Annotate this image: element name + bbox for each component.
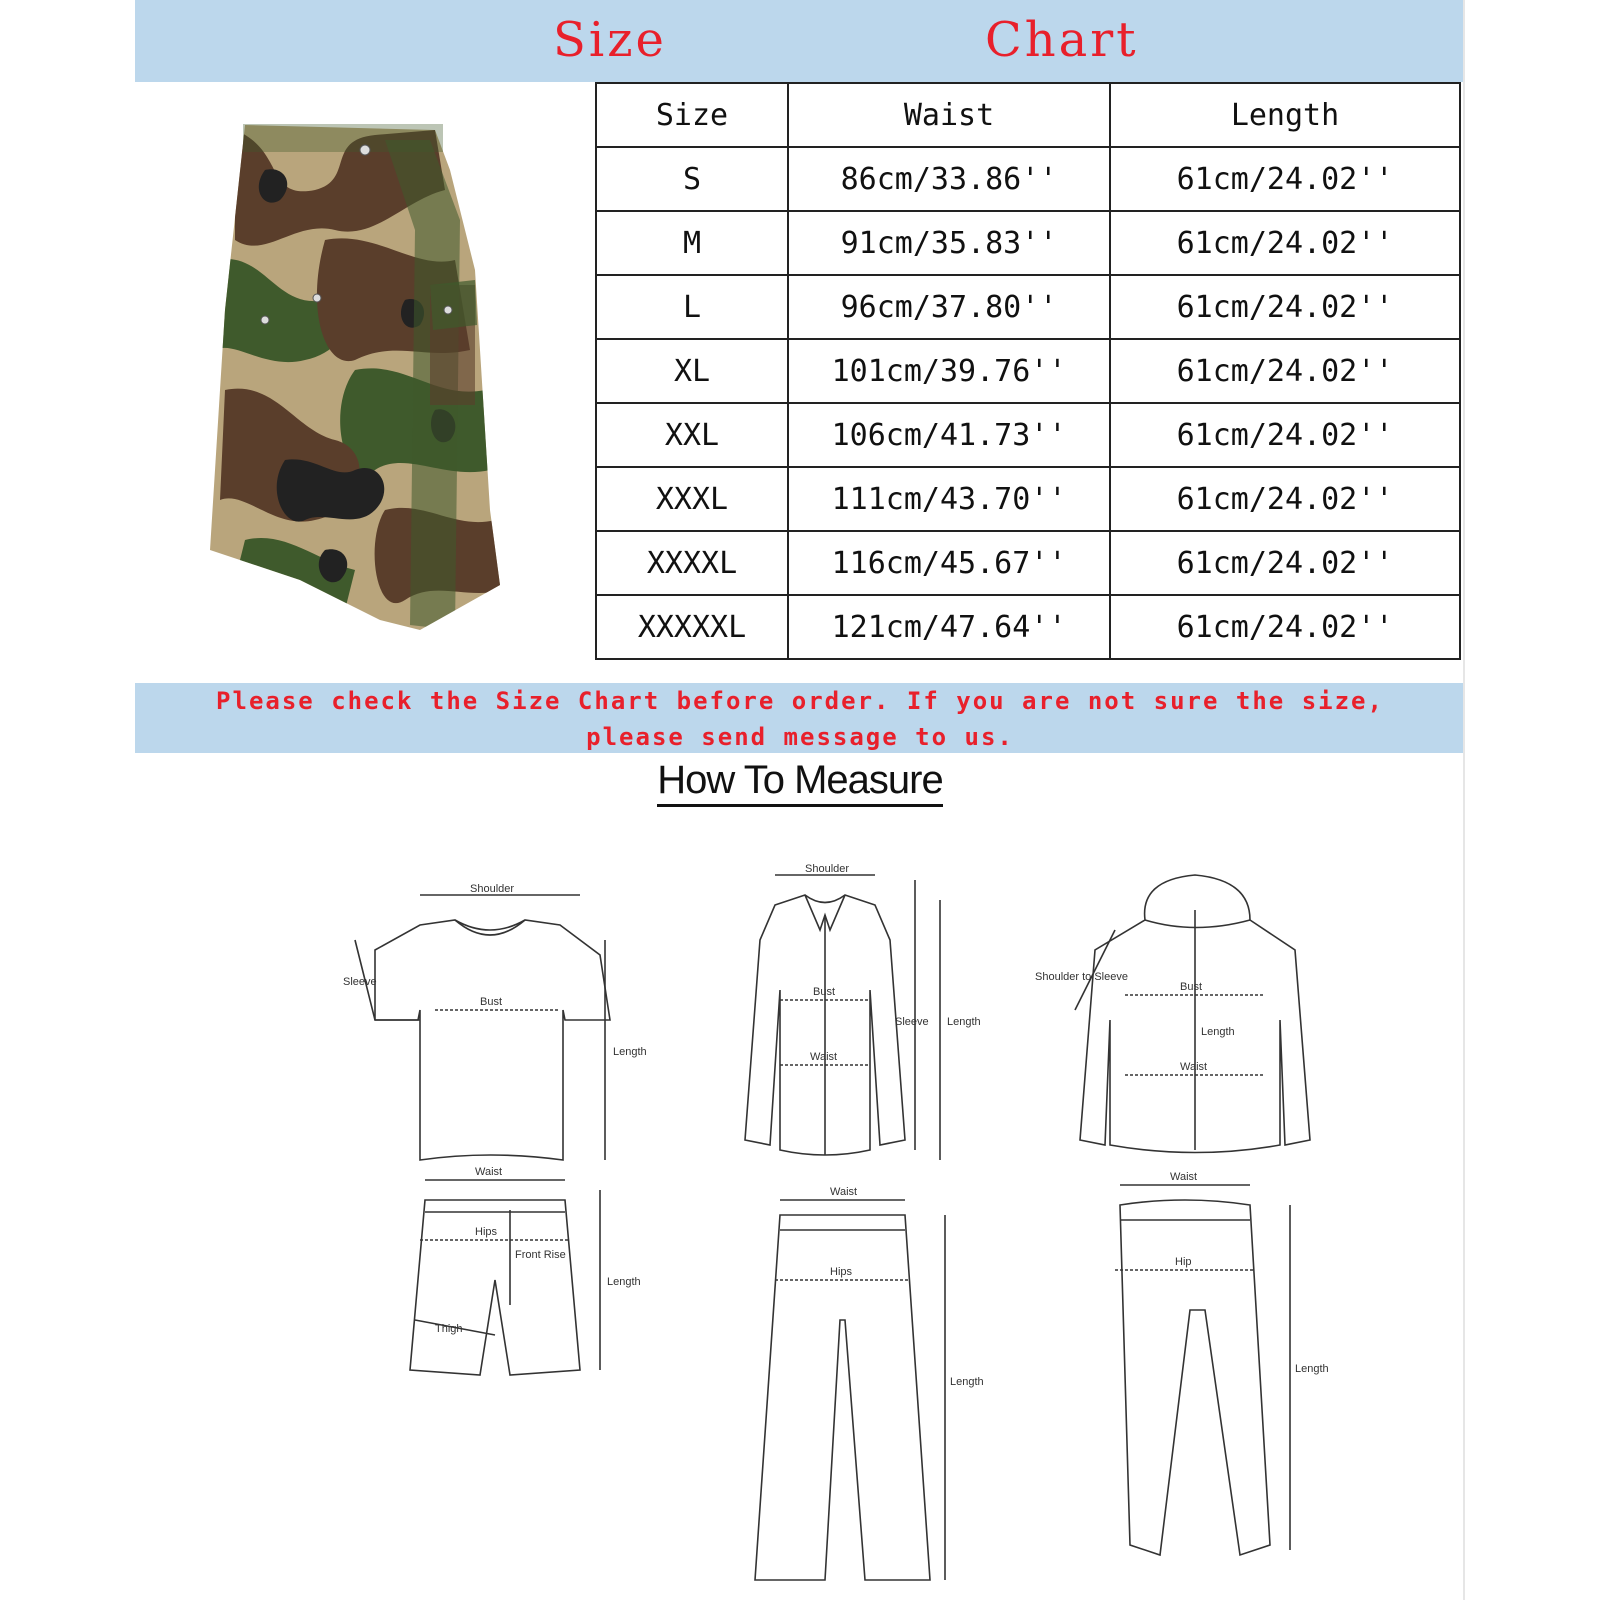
trousers-diagram — [755, 1200, 945, 1580]
cell-waist: 86cm/33.86'' — [788, 147, 1110, 211]
shorts-hips-label: Hips — [475, 1226, 498, 1238]
joggers-hip-label: Hip — [1175, 1256, 1192, 1268]
size-table — [595, 82, 1461, 660]
shorts-length-label: Length — [607, 1276, 641, 1288]
how-to-measure-title: How To Measure — [657, 758, 942, 807]
trousers-length-label: Length — [950, 1376, 984, 1388]
shorts-front-rise-label: Front Rise — [515, 1249, 566, 1261]
cell-size: XL — [596, 339, 788, 403]
cell-length: 61cm/24.02'' — [1110, 147, 1460, 211]
header-size: Size — [596, 83, 788, 147]
how-to-measure-heading — [135, 758, 1465, 803]
size-table-header-row — [596, 83, 1460, 147]
shirt-bust-label: Bust — [813, 986, 836, 998]
cell-length: 61cm/24.02'' — [1110, 275, 1460, 339]
table-row — [596, 467, 1460, 531]
shorts-thigh-label: Thigh — [435, 1323, 463, 1335]
cell-size: M — [596, 211, 788, 275]
trousers-hips-label: Hips — [830, 1266, 853, 1278]
table-row — [596, 531, 1460, 595]
cell-size: L — [596, 275, 788, 339]
title-word-size: Size — [553, 12, 667, 68]
cell-waist: 101cm/39.76'' — [788, 339, 1110, 403]
notice-band — [135, 683, 1465, 753]
camo-kilt-image — [205, 110, 525, 650]
cell-length: 61cm/24.02'' — [1110, 595, 1460, 659]
table-row — [596, 595, 1460, 659]
shorts-waist-label: Waist — [475, 1166, 503, 1178]
cell-size: XXL — [596, 403, 788, 467]
tshirt-bust-label: Bust — [480, 996, 503, 1008]
table-row — [596, 275, 1460, 339]
cell-waist: 121cm/47.64'' — [788, 595, 1110, 659]
cell-length: 61cm/24.02'' — [1110, 339, 1460, 403]
hoodie-diagram — [1075, 875, 1310, 1153]
tshirt-sleeve-label: Sleeve — [343, 976, 377, 988]
measurement-diagrams — [335, 860, 1405, 1600]
shirt-waist-label: Waist — [810, 1051, 838, 1063]
hoodie-shoulder-to-sleeve-label: Shoulder to Sleeve — [1035, 971, 1128, 983]
header-waist: Waist — [788, 83, 1110, 147]
cell-length: 61cm/24.02'' — [1110, 211, 1460, 275]
cell-size: XXXL — [596, 467, 788, 531]
joggers-waist-label: Waist — [1170, 1171, 1198, 1183]
table-row — [596, 403, 1460, 467]
cell-waist: 91cm/35.83'' — [788, 211, 1110, 275]
shorts-diagram — [410, 1180, 600, 1375]
table-row — [596, 147, 1460, 211]
size-chart-page — [135, 0, 1465, 1600]
notice-line-2: please send message to us. — [586, 723, 1014, 751]
cell-size: XXXXL — [596, 531, 788, 595]
cell-waist: 96cm/37.80'' — [788, 275, 1110, 339]
cell-length: 61cm/24.02'' — [1110, 467, 1460, 531]
joggers-length-label: Length — [1295, 1363, 1329, 1375]
tshirt-shoulder-label: Shoulder — [470, 883, 515, 895]
cell-size: XXXXXL — [596, 595, 788, 659]
hoodie-length-label: Length — [1201, 1026, 1235, 1038]
tshirt-length-label: Length — [613, 1046, 647, 1058]
shirt-shoulder-label: Shoulder — [805, 863, 850, 875]
table-row — [596, 339, 1460, 403]
shirt-sleeve-label: Sleeve — [895, 1016, 929, 1028]
page-edge — [1463, 0, 1465, 1600]
tshirt-diagram — [355, 895, 610, 1160]
cell-size: S — [596, 147, 788, 211]
cell-waist: 116cm/45.67'' — [788, 531, 1110, 595]
cell-length: 61cm/24.02'' — [1110, 531, 1460, 595]
shirt-length-label: Length — [947, 1016, 981, 1028]
cell-waist: 106cm/41.73'' — [788, 403, 1110, 467]
title-band — [135, 0, 1465, 82]
cell-waist: 111cm/43.70'' — [788, 467, 1110, 531]
joggers-diagram — [1115, 1185, 1290, 1555]
header-length: Length — [1110, 83, 1460, 147]
table-row — [596, 211, 1460, 275]
cell-length: 61cm/24.02'' — [1110, 403, 1460, 467]
trousers-waist-label: Waist — [830, 1186, 858, 1198]
title-word-chart: Chart — [985, 12, 1139, 68]
hoodie-bust-label: Bust — [1180, 981, 1203, 993]
hoodie-waist-label: Waist — [1180, 1061, 1208, 1073]
notice-line-1: Please check the Size Chart before order. If you are not sure the size, — [216, 687, 1384, 715]
